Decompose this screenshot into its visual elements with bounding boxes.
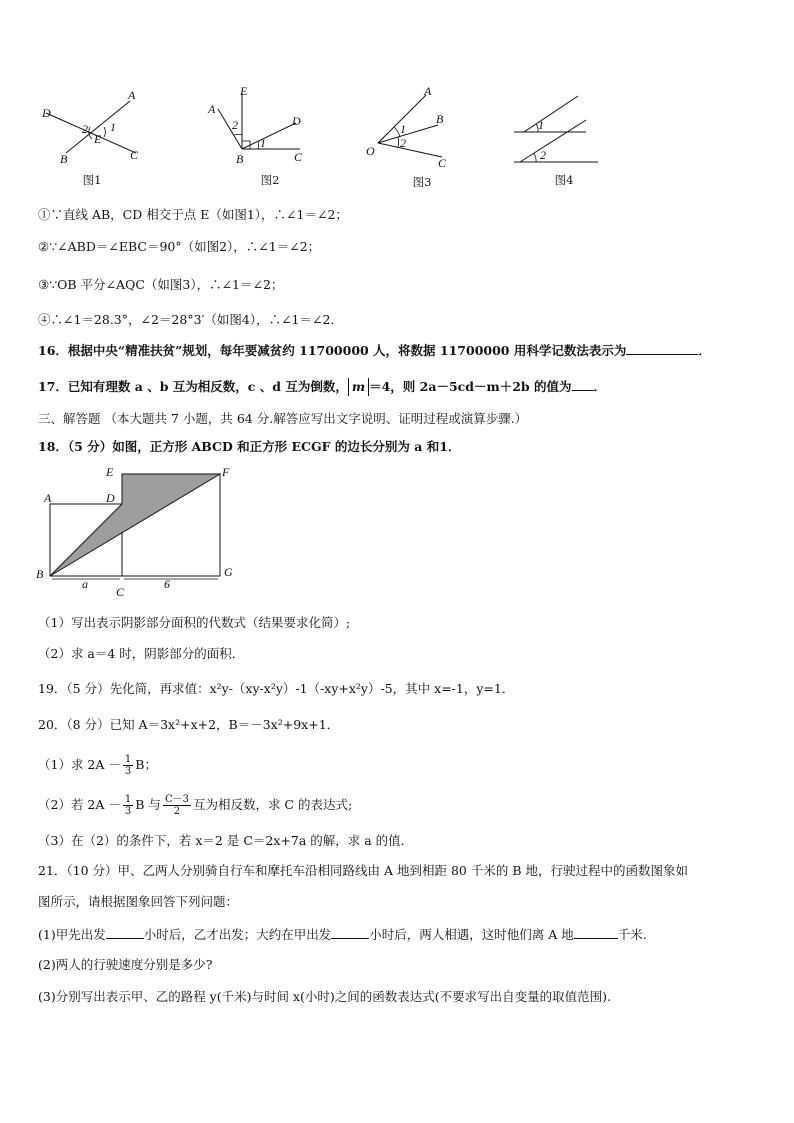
- fig3-label-c: C: [438, 156, 447, 167]
- q17-answer-blank[interactable]: [572, 378, 594, 391]
- fig1-angle-2: 2: [82, 122, 88, 136]
- q20-p1-post: B；: [135, 757, 157, 772]
- fig18-label-g: G: [224, 565, 233, 579]
- fig1-label-a: A: [128, 88, 136, 102]
- fig2-label-e: E: [240, 85, 248, 98]
- figure-4: [506, 88, 606, 166]
- q17-mid: ＝4，则 2a－5cd－m＋2b 的值为: [369, 379, 572, 394]
- q16-answer-blank[interactable]: [626, 342, 698, 355]
- figure-1-caption: 图1: [82, 173, 102, 187]
- q18-part-2: （2）求 a＝4 时，阴影部分的面积．: [38, 646, 245, 661]
- section-3-heading: 三、解答题 （本大题共 7 小题，共 64 分.解答应写出文字说明、证明过程或演算步骤.）: [38, 411, 528, 426]
- statement-4: ④∴∠1＝28.3°，∠2＝28°3′（如图4），∴∠1＝∠2．: [38, 312, 343, 327]
- q20-part-2: [38, 790, 352, 820]
- q21-blank-3[interactable]: [574, 926, 618, 939]
- fig2-angle-1: 1: [260, 136, 266, 150]
- q17-end: ．: [593, 379, 607, 394]
- figure-4-caption: 图4: [554, 173, 574, 187]
- q16-end: ．: [698, 343, 711, 358]
- figure-18: [36, 462, 246, 600]
- q17-abs-m: m: [348, 378, 369, 396]
- q21-blank-1[interactable]: [106, 926, 144, 939]
- fig18-label-b: B: [36, 567, 44, 581]
- fig3-angle-1: 1: [400, 122, 406, 136]
- question-16: [38, 342, 711, 360]
- fig18-label-e: E: [106, 465, 114, 479]
- question-21-line-1: 21．（10 分）甲、乙两人分别骑自行车和摩托车沿相同路线由 A 地到相距 80 千米的 B 地，行驶过程中的函数图象如: [38, 863, 688, 878]
- q17-pre: 17．已知有理数 a 、b 互为相反数，c 、d 互为倒数，: [38, 379, 348, 394]
- fig18-label-c: C: [116, 585, 125, 599]
- fig18-label-f: F: [222, 465, 230, 479]
- fig4-angle-1: 1: [538, 118, 544, 132]
- figure-3-caption: 图3: [412, 175, 432, 189]
- figure-2: [200, 85, 310, 165]
- statement-3: ③∵OB 平分∠AQC（如图3），∴∠1＝∠2；: [38, 277, 284, 292]
- fig2-label-a: A: [208, 102, 216, 116]
- q20-part-3: （3）在（2）的条件下，若 x＝2 是 C＝2x+7a 的解，求 a 的值．: [38, 833, 414, 848]
- fig1-label-c: C: [130, 148, 139, 162]
- q21-part-2: (2)两人的行驶速度分别是多少?: [38, 957, 213, 972]
- fig1-angle-1: 1: [110, 120, 116, 134]
- q21-blank-2[interactable]: [331, 926, 369, 939]
- fig3-label-o: O: [366, 144, 375, 158]
- q21-p1b: 小时后，乙才出发；大约在甲出发: [143, 927, 332, 942]
- q21-part-3: (3)分别写出表示甲、乙的路程 y(千米)与时间 x(小时)之间的函数表达式(不要求写出自变量的取值范围).: [38, 989, 611, 1004]
- figure-3: [362, 85, 462, 167]
- q20-p2-post: 互为相反数，求 C 的表达式;: [192, 797, 353, 812]
- q20-p1-fraction: $\frac{1}{3}$: [124, 754, 132, 777]
- fig3-label-a: A: [424, 85, 432, 98]
- q20-p2-fraction: $\frac{1}{3}$: [124, 794, 132, 817]
- q21-part-1: [38, 926, 647, 944]
- fig18-label-a: A: [44, 491, 52, 505]
- fig18-label-d: D: [106, 491, 115, 505]
- fig2-label-c: C: [294, 150, 303, 164]
- figure-1: [38, 85, 148, 165]
- question-17: [38, 378, 606, 396]
- q20-p2-pre: （2）若 2A －: [38, 797, 121, 812]
- statement-2: ②∵∠ABD＝∠EBC＝90°（如图2），∴∠1＝∠2；: [38, 239, 321, 254]
- q21-p1a: (1)甲先出发: [38, 927, 106, 942]
- question-21-line-2: 图所示，请根据图象回答下列问题：: [38, 894, 239, 909]
- q20-p1-pre: （1）求 2A －: [38, 757, 121, 772]
- q21-p1d: 千米.: [617, 927, 647, 942]
- fig1-label-b: B: [60, 152, 68, 165]
- fig1-label-d: D: [42, 106, 51, 120]
- fig3-label-b: B: [436, 112, 444, 126]
- q20-part-1: [38, 750, 157, 780]
- fig18-dim-6: 6: [164, 577, 170, 591]
- statement-1: ①∵直线 AB，CD 相交于点 E（如图1），∴∠1＝∠2；: [38, 207, 348, 222]
- fig4-angle-2: 2: [540, 148, 546, 162]
- q18-part-1: （1）写出表示阴影部分面积的代数式（结果要求化简）;: [38, 615, 351, 630]
- question-20: 20．（8 分）已知 A＝3x²+x+2，B＝－3x²+9x+1．: [38, 717, 340, 732]
- fig3-angle-2: 2: [400, 136, 406, 150]
- question-19: 19．（5 分）先化简，再求值：x²y-（xy-x²y）-1（-xy+x²y）-5，其中 x=-1，y=1．: [38, 681, 515, 696]
- q20-p2-mid: B 与: [135, 797, 161, 812]
- q16-text: 16．根据中央“精准扶贫”规划，每年要减贫约 11700000 人，将数据 11700000 用科学记数法表示为: [38, 343, 627, 358]
- fig2-label-d: D: [292, 114, 301, 128]
- q21-p1c: 小时后，两人相遇，这时他们离 A 地: [369, 927, 574, 942]
- fig2-angle-2: 2: [232, 118, 238, 132]
- figure-2-caption: 图2: [260, 173, 280, 187]
- fig18-dim-a: a: [82, 577, 88, 591]
- question-18: 18．（5 分）如图，正方形 ABCD 和正方形 ECGF 的边长分别为 a 和1．: [38, 439, 461, 454]
- fig1-label-e: E: [94, 132, 102, 146]
- fig2-label-b: B: [236, 152, 244, 165]
- q20-p2-fraction-c: $\frac{C-3}{2}$: [164, 794, 189, 817]
